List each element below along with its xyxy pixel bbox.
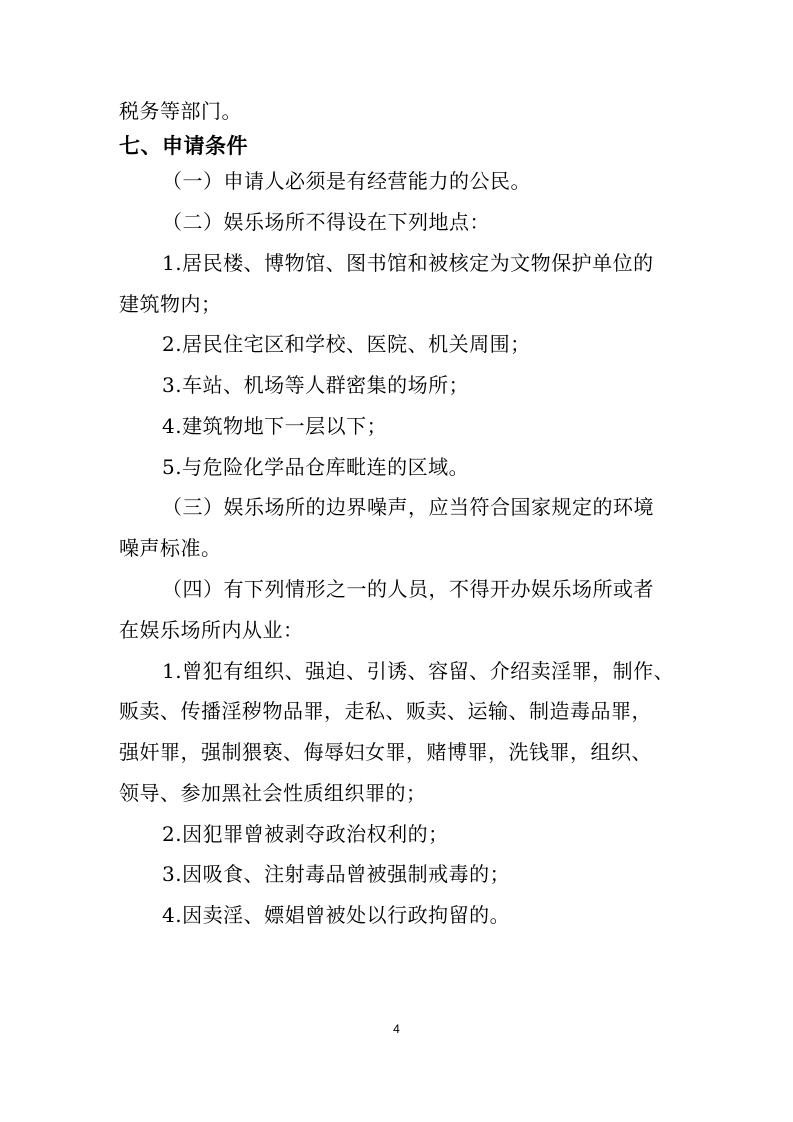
- text-line-sub-1: 1.居民楼、博物馆、图书馆和被核定为文物保护单位的: [162, 251, 654, 275]
- text-line-sub-2: 2.居民住宅区和学校、医院、机关周围；: [162, 332, 531, 356]
- text-line-sub-4: 4.建筑物地下一层以下；: [162, 414, 388, 438]
- text-line-person-1: 1.曾犯有组织、强迫、引诱、容留、介绍卖淫罪，制作、: [162, 659, 675, 683]
- text-line-item-3: （三）娱乐场所的边界噪声，应当符合国家规定的环境: [162, 495, 654, 519]
- text-line-sub-3: 3.车站、机场等人群密集的场所；: [162, 373, 470, 397]
- text-line-person-1-cont-b: 强奸罪，强制猥亵、侮辱妇女罪，赌博罪，洗钱罪，组织、: [119, 740, 652, 764]
- text-line-person-1-cont-a: 贩卖、传播淫秽物品罪，走私、贩卖、运输、制造毒品罪，: [119, 699, 652, 723]
- text-line-person-2: 2.因犯罪曾被剥夺政治权利的；: [162, 822, 449, 846]
- page-number: 4: [393, 1022, 400, 1036]
- text-line-item-4: （四）有下列情形之一的人员，不得开办娱乐场所或者: [162, 577, 654, 601]
- text-line-sub-1-cont: 建筑物内；: [119, 292, 222, 316]
- text-line-person-1-cont-c: 领导、参加黑社会性质组织罪的；: [119, 781, 427, 805]
- text-line-sub-5: 5.与危险化学品仓库毗连的区域。: [162, 455, 470, 479]
- text-line-person-3: 3.因吸食、注射毒品曾被强制戒毒的；: [162, 862, 511, 886]
- text-line-item-3-cont: 噪声标准。: [119, 536, 222, 560]
- text-line-item-1: （一）申请人必须是有经营能力的公民。: [162, 169, 531, 193]
- text-line-continuation: 税务等部门。: [119, 99, 242, 123]
- text-line-person-4: 4.因卖淫、嫖娼曾被处以行政拘留的。: [162, 903, 511, 927]
- text-line-item-2: （二）娱乐场所不得设在下列地点：: [162, 210, 490, 234]
- text-line-item-4-cont: 在娱乐场所内从业：: [119, 618, 304, 642]
- section-heading: 七、申请条件: [119, 134, 248, 158]
